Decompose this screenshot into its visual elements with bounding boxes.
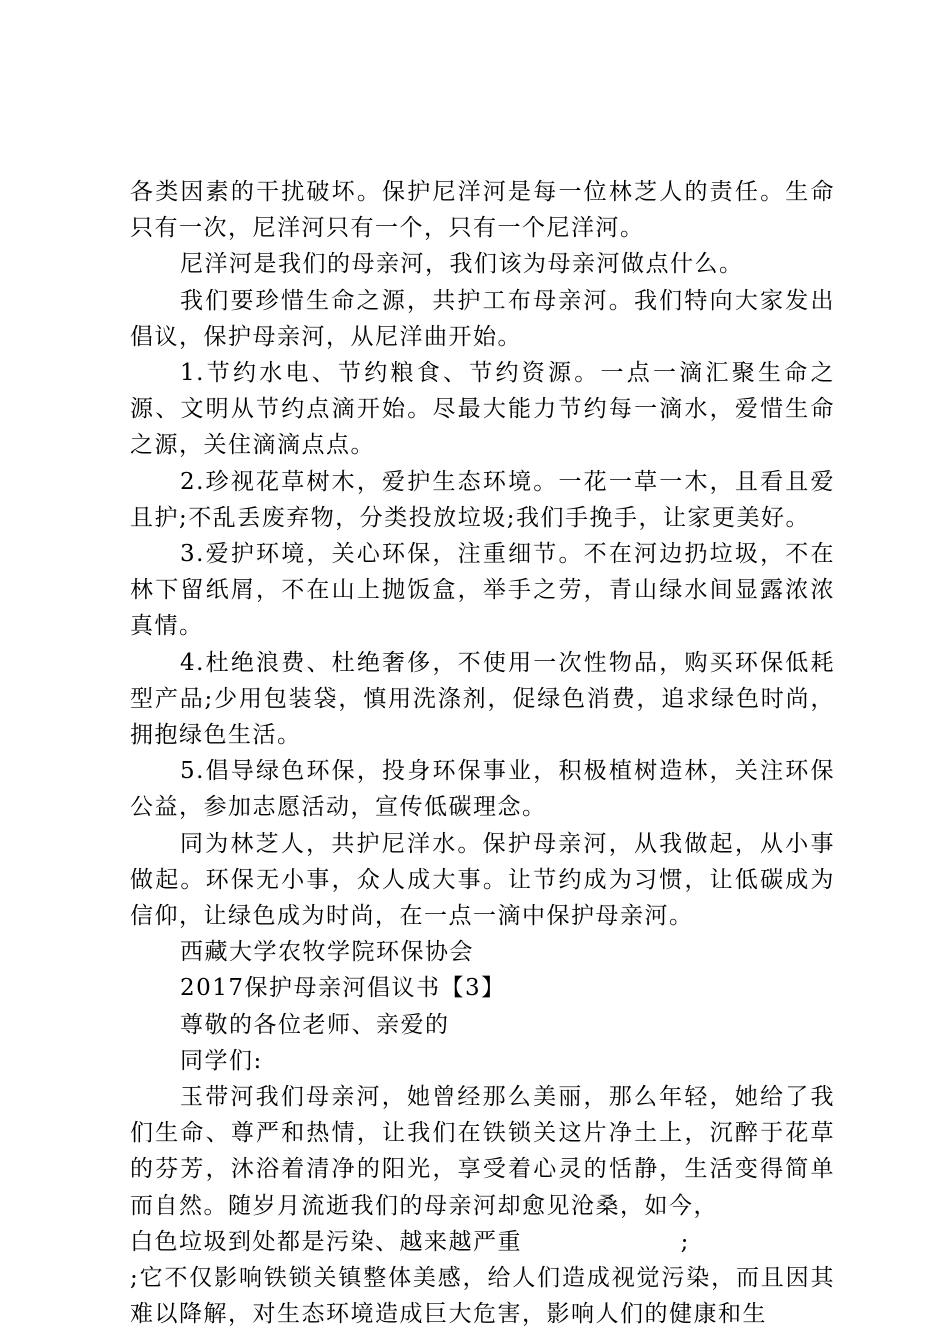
section-heading: 2017保护母亲河倡议书【3】 — [180, 975, 506, 1002]
paragraph-3: 我们要珍惜生命之源，共护工布母亲河。我们特向大家发出倡议，保护母亲河，从尼洋曲开始。 — [130, 287, 835, 350]
signature-line: 西藏大学农牧学院环保协会 — [180, 939, 474, 966]
salutation-line-2: 同学们: — [180, 1047, 263, 1074]
paragraph-11: 白色垃圾到处都是污染、越来越严重 ; — [130, 1228, 690, 1255]
paragraph-9: 同为林芝人，共护尼洋水。保护母亲河，从我做起，从小事做起。环保无小事，众人成大事。让节约成为习惯，让低碳成为信仰，让绿色成为时尚，在一点一滴中保护母亲河。 — [130, 830, 835, 930]
paragraph-10: 玉带河我们母亲河，她曾经那么美丽，那么年轻，她给了我们生命、尊严和热情，让我们在铁锁关这片净土上，沉醉于花草的芬芳，沐浴着清净的阳光，享受着心灵的恬静，生活变得简单而自然。随岁月流逝我们的母亲河却愈见沧桑，如今， — [130, 1084, 835, 1219]
salutation-line-1: 尊敬的各位老师、亲爱的 — [180, 1011, 450, 1038]
paragraph-8: 5.倡导绿色环保，投身环保事业，积极植树造林，关注环保公益，参加志愿活动，宣传低碳理念。 — [130, 758, 835, 821]
paragraph-4: 1.节约水电、节约粮食、节约资源。一点一滴汇聚生命之源、文明从节约点滴开始。尽最大能力节约每一滴水，爱惜生命之源，关住滴滴点点。 — [130, 360, 835, 459]
paragraph-7: 4.杜绝浪费、杜绝奢侈，不使用一次性物品，购买环保低耗型产品;少用包装袋，慎用洗涤剂，促绿色消费，追求绿色时尚，拥抱绿色生活。 — [130, 649, 835, 749]
paragraph-6: 3.爱护环境，关心环保，注重细节。不在河边扔垃圾，不在林下留纸屑，不在山上抛饭盒，举手之劳，青山绿水间显露浓浓真情。 — [130, 541, 835, 640]
paragraph-5: 2.珍视花草树木，爱护生态环境。一花一草一木，且看且爱且护;不乱丢废弃物，分类投放垃圾;我们手挽手，让家更美好。 — [130, 468, 835, 531]
paragraph-12: ;它不仅影响铁锁关镇整体美感，给人们造成视觉污染，而且因其难以降解，对生态环境造成巨大危害，影响人们的健康和生 — [130, 1265, 835, 1328]
paragraph-2: 尼洋河是我们的母亲河，我们该为母亲河做点什么。 — [180, 251, 744, 278]
paragraph-1: 各类因素的干扰破坏。保护尼洋河是每一位林芝人的责任。生命只有一次，尼洋河只有一个，只有一个尼洋河。 — [130, 179, 835, 242]
document-body — [130, 174, 835, 1333]
